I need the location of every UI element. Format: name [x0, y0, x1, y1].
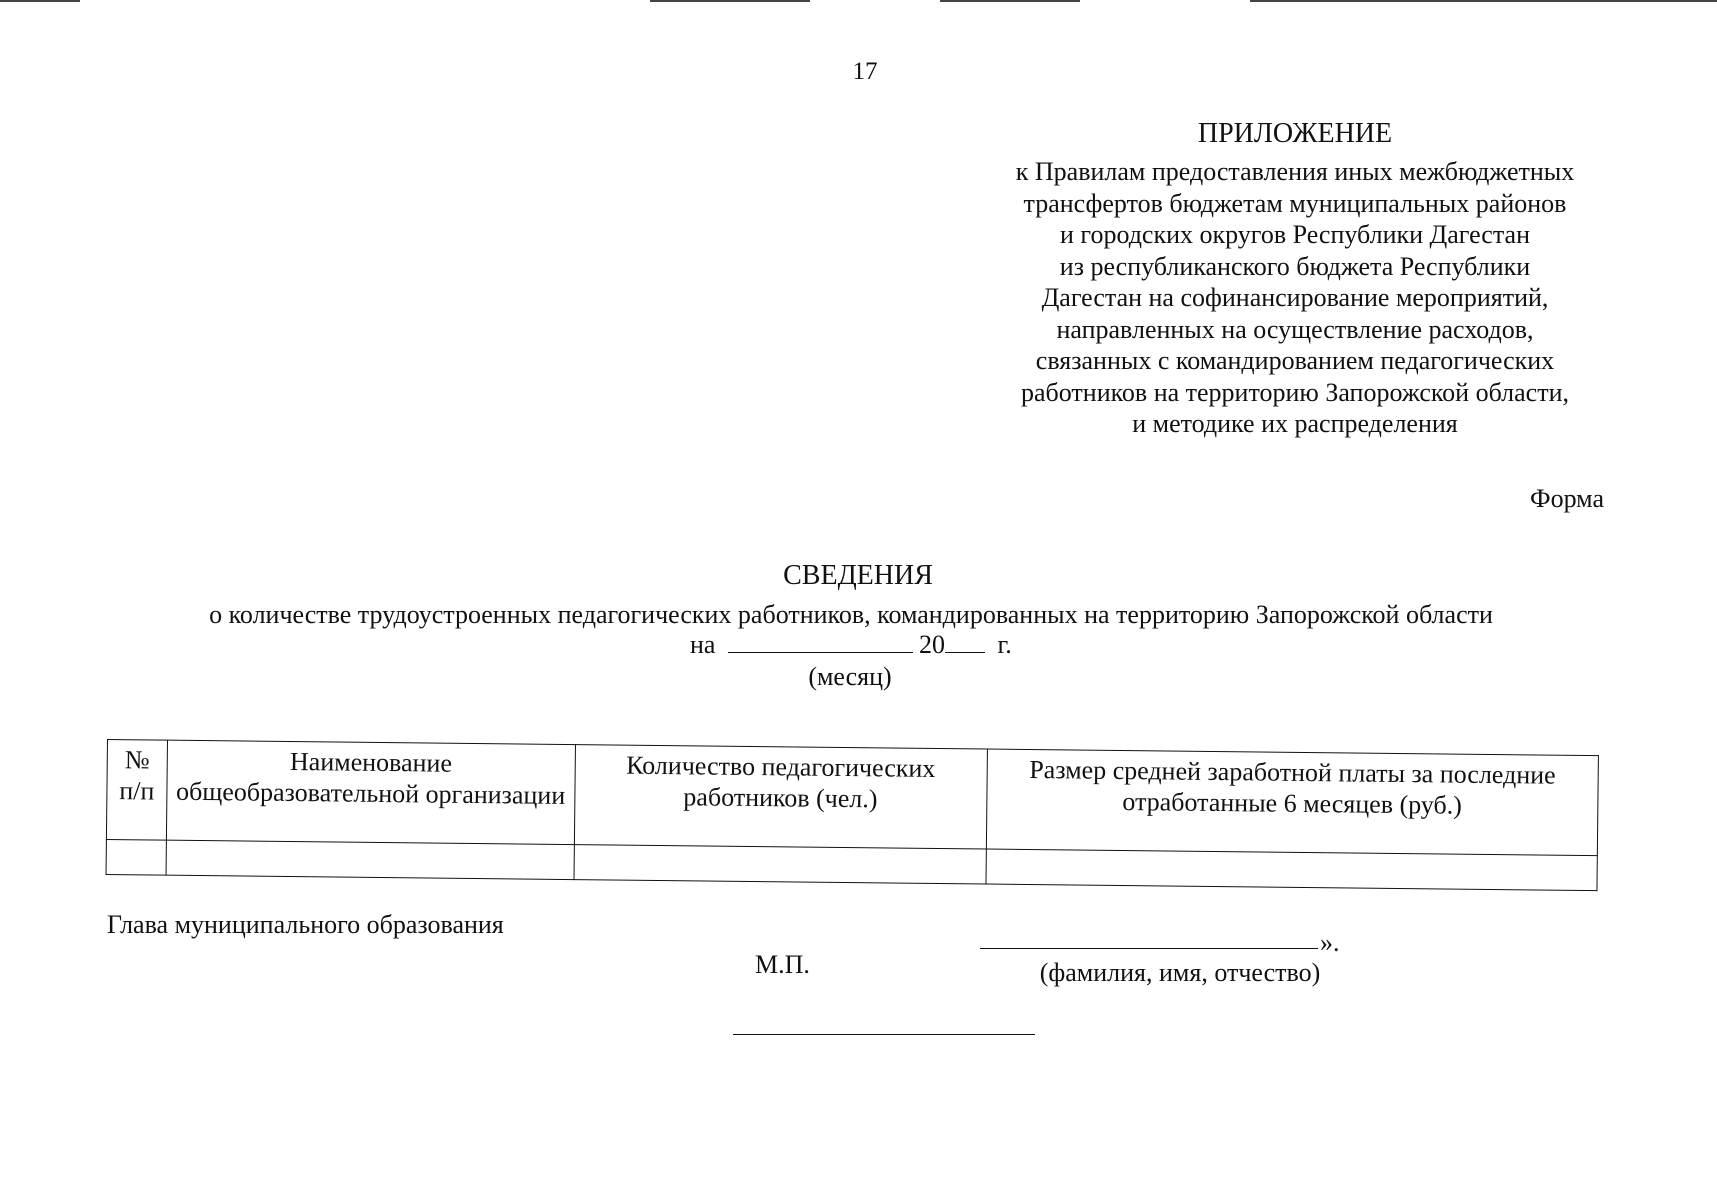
date-prefix: на [690, 630, 716, 659]
appendix-line: к Правилам предоставления иных межбюджетных [1015, 157, 1575, 186]
table-header-row [106, 740, 1598, 856]
table-cell[interactable] [106, 839, 166, 875]
table-cell[interactable] [166, 840, 574, 879]
scan-edge-line [0, 0, 80, 2]
appendix-line: и методике их распределения [1132, 409, 1458, 438]
appendix-line: Дагестан на софинансирование мероприятий, [1041, 283, 1549, 312]
scan-edge-line [1250, 0, 1717, 2]
signer-name-field[interactable] [980, 930, 1318, 949]
stamp-label: М.П. [755, 950, 810, 979]
staff-data-table [106, 739, 1599, 891]
appendix-reference [970, 156, 1620, 440]
appendix-line: работников на территорию Запорожской области, [1021, 377, 1569, 407]
appendix-title: ПРИЛОЖЕНИЕ [1197, 118, 1393, 149]
table-cell[interactable] [986, 849, 1598, 891]
date-year-prefix: 20 [918, 630, 945, 659]
name-caption: (фамилия, имя, отчество) [1039, 958, 1321, 987]
month-caption: (месяц) [808, 662, 892, 691]
year-blank-field[interactable] [945, 628, 985, 653]
header-organization-name: Наименование общеобразовательной организации [166, 740, 575, 844]
appendix-line: связанных с командированием педагогических [1035, 346, 1555, 375]
header-row-number: № п/п [106, 740, 167, 841]
document-title: СВЕДЕНИЯ [783, 560, 933, 591]
name-line-end: ». [1320, 928, 1340, 957]
date-suffix: г. [997, 630, 1012, 659]
document-subtitle: о количестве трудоустроенных педагогических работников, командированных на территорию Запорожской области [209, 600, 1493, 629]
appendix-line: из республиканского бюджета Республики [1059, 251, 1531, 281]
scan-edge-line [650, 0, 810, 2]
month-blank-field[interactable] [728, 628, 913, 653]
table-cell[interactable] [574, 845, 986, 884]
signer-label: Глава муниципального образования [107, 910, 504, 939]
appendix-line: направленных на осуществление расходов, [1056, 314, 1534, 344]
scan-edge-line [940, 0, 1080, 2]
header-staff-count: Количество педагогических работников (чел.) [574, 745, 987, 849]
signature-field[interactable] [733, 1033, 1035, 1035]
form-label: Форма [1530, 484, 1604, 513]
appendix-line: и городских округов Республики Дагестан [1060, 220, 1530, 249]
page-number: 17 [852, 58, 878, 85]
header-average-salary: Размер средней заработной платы за последние отработанные 6 месяцев (руб.) [986, 749, 1598, 856]
report-date-line [690, 628, 1012, 660]
appendix-line: трансфертов бюджетам муниципальных районов [1023, 188, 1567, 218]
